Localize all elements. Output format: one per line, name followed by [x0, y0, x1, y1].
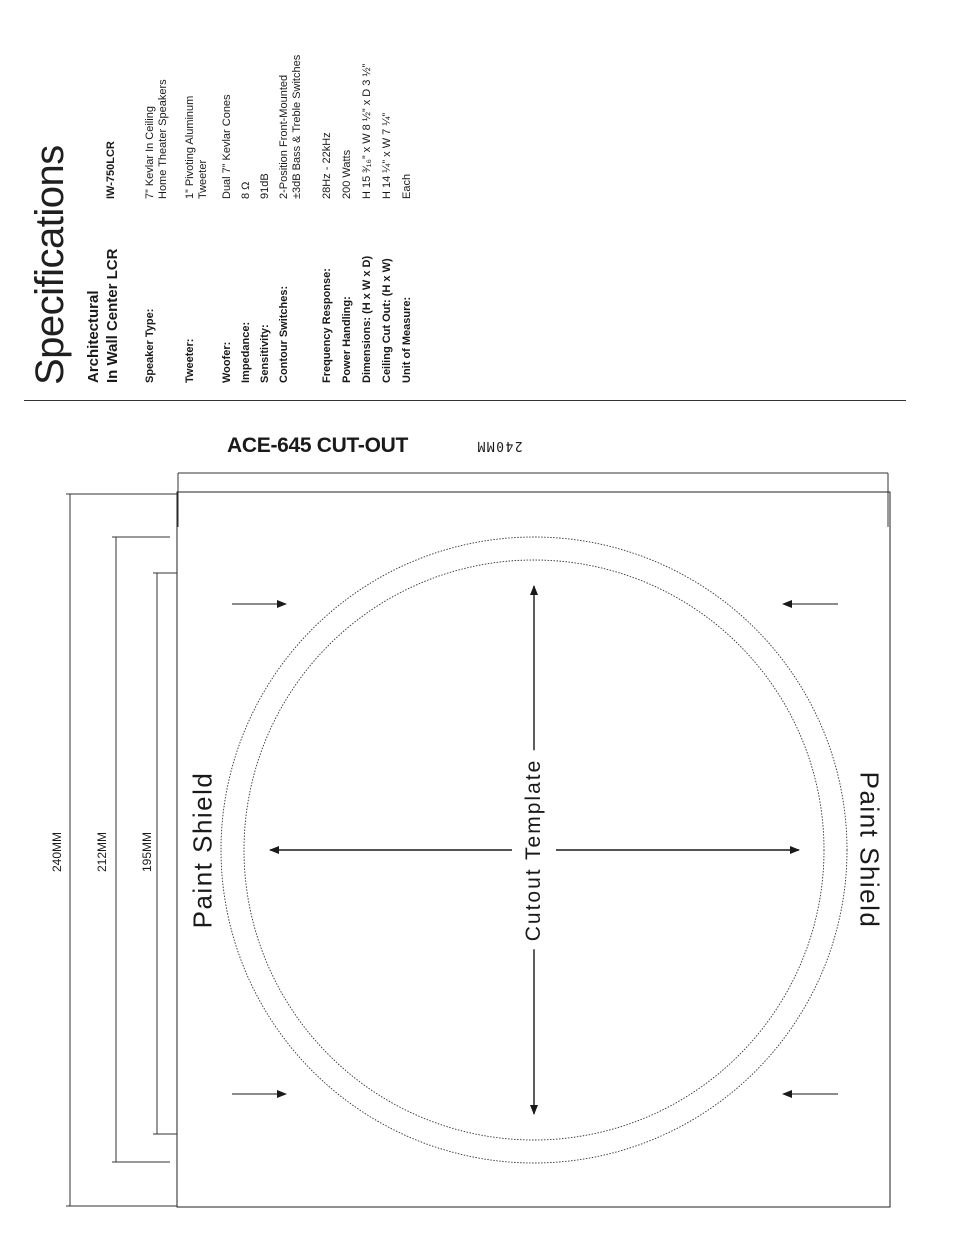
- spec-value: 91dB: [259, 173, 271, 199]
- cutout-template-label: Cutout Template: [522, 751, 546, 950]
- spec-value: 2-Position Front-Mounted ±3dB Bass & Treble Switches: [278, 54, 303, 199]
- dimension-bracket-195: [153, 573, 177, 1134]
- spec-label: Contour Switches:: [278, 285, 290, 383]
- cutout-title: ACE-645 CUT-OUT: [227, 434, 409, 457]
- spec-value: Dual 7” Kevlar Cones: [221, 94, 233, 199]
- spec-label: Dimensions: (H x W x D): [361, 255, 373, 383]
- spec-label: Impedance:: [240, 321, 252, 383]
- spec-value: 200 Watts: [341, 149, 353, 199]
- top-dimension-label: 240MM: [476, 438, 523, 453]
- top-dimension-line: [178, 473, 888, 527]
- spec-model: IW-750LCR: [105, 141, 117, 199]
- spec-label: Power Handling:: [341, 296, 353, 383]
- spec-label: Unit of Measure:: [401, 296, 413, 383]
- dimension-label-195: 195MM: [140, 831, 154, 873]
- spec-value: 28Hz - 22kHz: [321, 132, 333, 199]
- spec-value: Each: [401, 173, 413, 199]
- paint-shield-left-label: Paint Shield: [187, 771, 218, 929]
- spec-value: 1” Pivoting Aluminum Tweeter: [184, 95, 209, 199]
- spec-subtitle-line2: In Wall Center LCR: [104, 248, 121, 383]
- spec-value: H 14 ¼” x W 7 ¼”: [381, 112, 393, 199]
- spec-value: 7” Kevlar In Ceiling Home Theater Speakers: [144, 79, 169, 199]
- dimension-label-212: 212MM: [95, 831, 109, 873]
- spec-label: Ceiling Cut Out: (H x W): [381, 258, 393, 383]
- spec-label: Frequency Response:: [321, 268, 333, 383]
- spec-label: Speaker Type:: [144, 308, 156, 383]
- spec-label: Sensitivity:: [259, 324, 271, 383]
- dimension-label-240: 240MM: [50, 831, 64, 873]
- spec-label: Woofer:: [221, 341, 233, 383]
- dimension-bracket-240: [66, 494, 177, 1206]
- spec-value: H 15 ³⁄₁₆” x W 8 ½” x D 3 ½”: [361, 63, 373, 199]
- spec-title: Specifications: [28, 145, 72, 385]
- spec-value: 8 Ω: [240, 181, 252, 199]
- paint-shield-right-label: Paint Shield: [854, 771, 885, 929]
- spec-subtitle-line1: Architectural: [85, 290, 102, 383]
- spec-label: Tweeter:: [184, 338, 196, 383]
